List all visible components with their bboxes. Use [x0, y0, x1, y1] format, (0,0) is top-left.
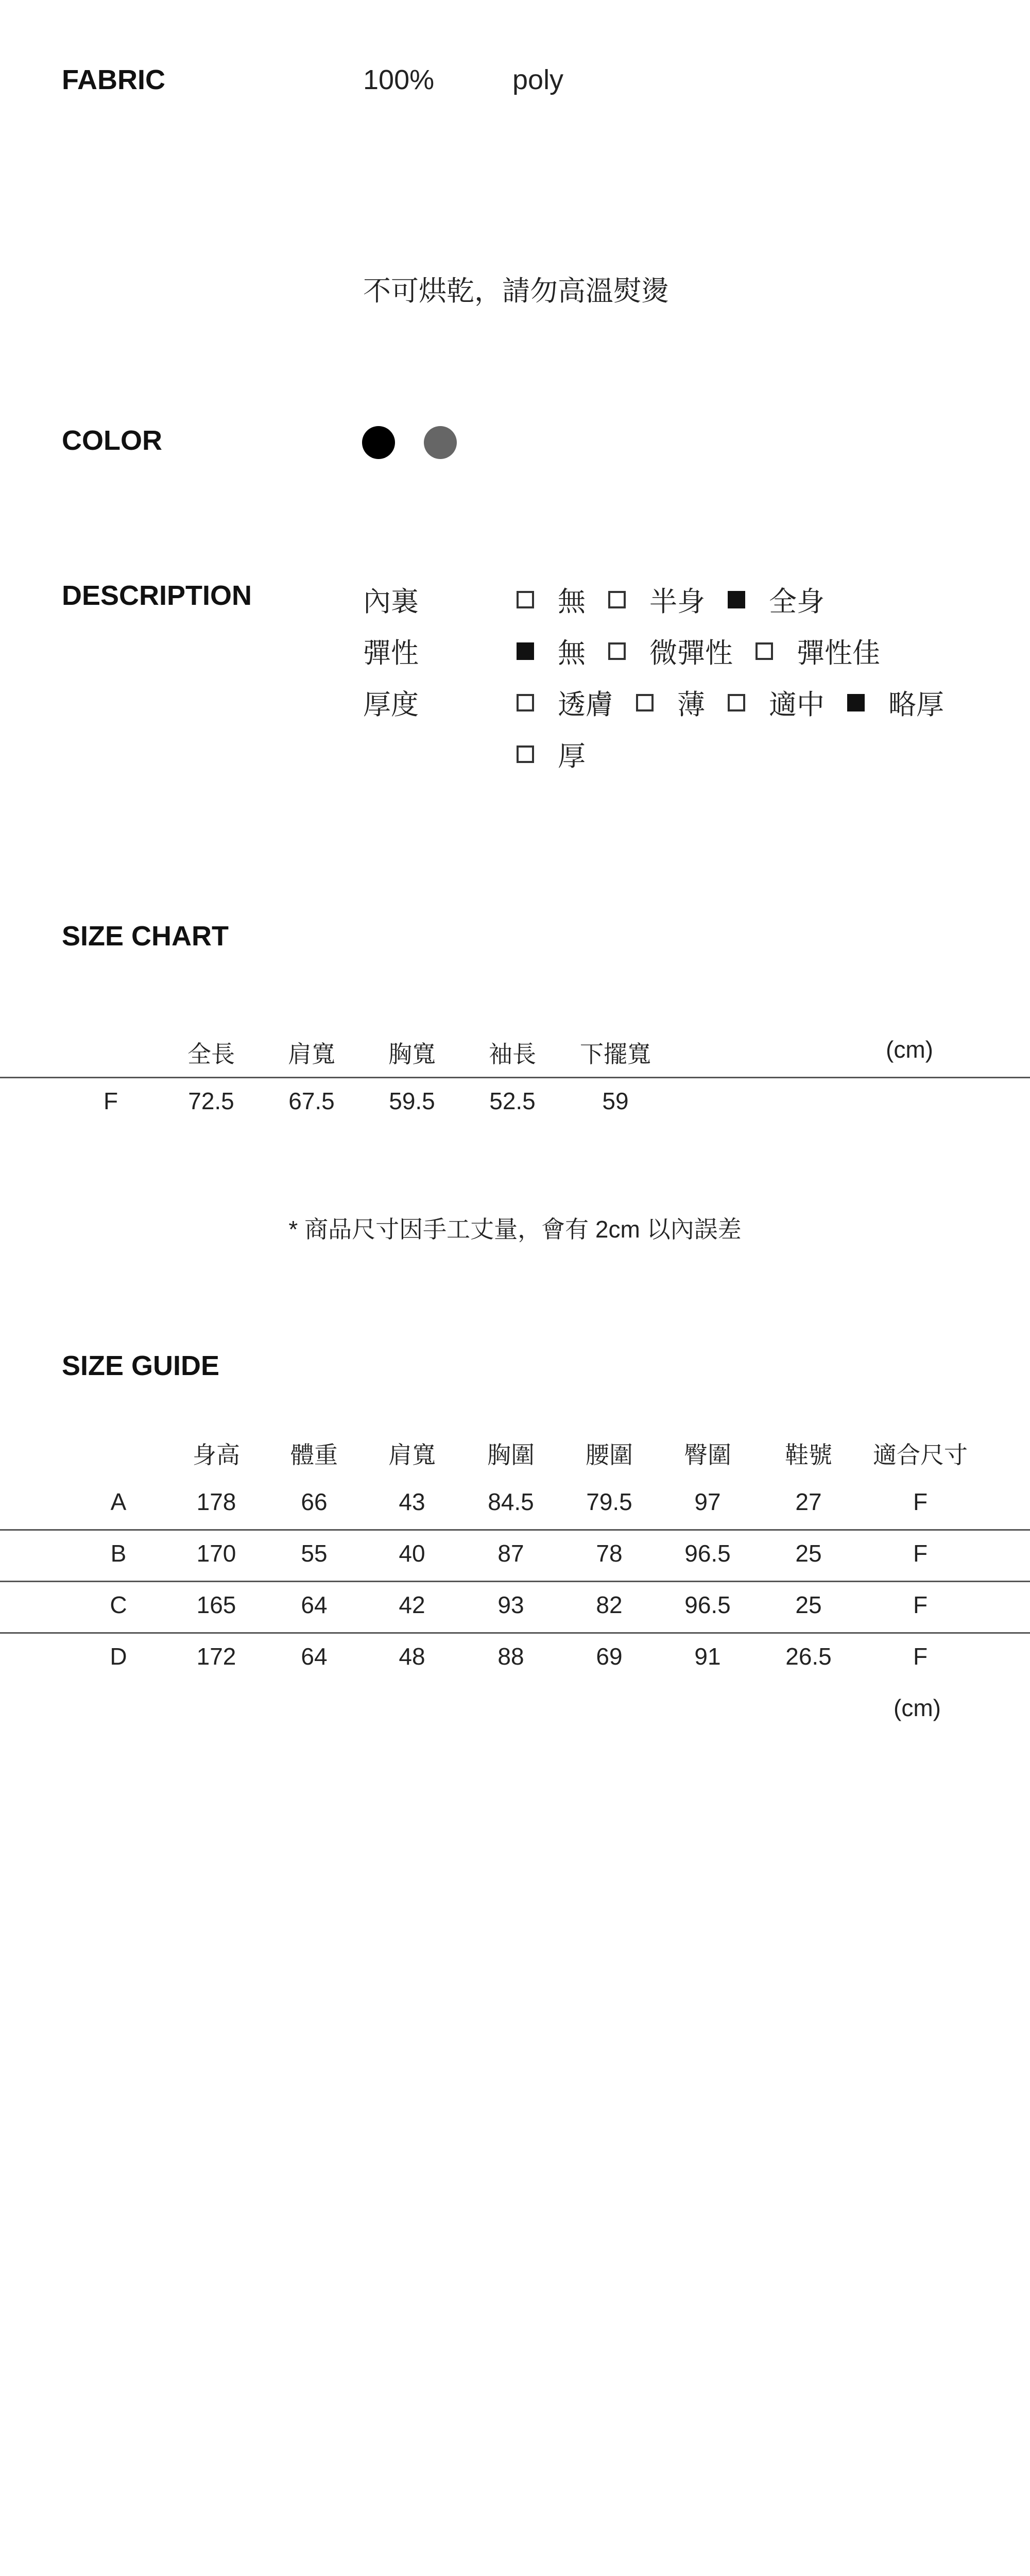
desc-option: [517, 631, 586, 671]
desc-label-lining: 內裏: [363, 586, 419, 617]
size-guide-value: 64: [301, 1591, 328, 1618]
size-guide-value: 55: [301, 1540, 328, 1567]
size-guide-title: SIZE GUIDE: [62, 1350, 220, 1381]
size-chart-title: SIZE CHART: [62, 921, 229, 952]
desc-option-label: 透膚: [558, 689, 613, 720]
desc-option-label: 半身: [649, 586, 705, 617]
size-guide-value: 64: [301, 1643, 328, 1670]
size-guide-value: 42: [399, 1591, 425, 1618]
size-chart-divider: [0, 1077, 1030, 1078]
desc-option-label: 無: [558, 638, 586, 669]
description-title: DESCRIPTION: [62, 580, 252, 611]
size-guide-value: 25: [795, 1591, 822, 1618]
fabric-percent: 100%: [363, 64, 435, 95]
size-chart-header: 全長: [187, 1041, 235, 1067]
size-guide-value: 170: [196, 1540, 236, 1567]
desc-option: [756, 631, 880, 671]
unchecked-box-icon: [517, 591, 534, 608]
desc-option: [728, 580, 825, 619]
size-chart-header: 胸寬: [388, 1041, 436, 1067]
desc-option-label: 略厚: [888, 689, 944, 720]
size-guide-value: 43: [399, 1488, 425, 1515]
desc-option: [517, 734, 586, 774]
size-chart-value: 67.5: [288, 1088, 335, 1114]
size-guide-value: 25: [795, 1540, 822, 1567]
size-guide-value: 97: [694, 1488, 721, 1515]
size-guide-header: 胸圍: [487, 1442, 535, 1468]
size-guide-value: F: [913, 1488, 928, 1515]
size-guide-value: 178: [196, 1488, 236, 1515]
desc-option-label: 厚: [558, 741, 586, 772]
desc-options-thickness-extra: [517, 734, 608, 774]
size-guide-value: 78: [596, 1540, 623, 1567]
size-guide-value: 88: [497, 1643, 524, 1670]
size-chart-note: * 商品尺寸因手工丈量，會有 2cm 以內誤差: [288, 1216, 742, 1243]
desc-option: [728, 683, 825, 722]
size-chart-header: 袖長: [489, 1041, 536, 1067]
size-chart-size: F: [103, 1088, 118, 1114]
size-guide-header: 臀圍: [684, 1442, 731, 1468]
unchecked-box-icon: [636, 694, 654, 711]
size-guide-value: 82: [596, 1591, 623, 1618]
desc-options-elasticity: [517, 631, 903, 671]
unchecked-box-icon: [517, 745, 534, 763]
desc-option: [608, 631, 733, 671]
desc-option-label: 適中: [769, 689, 825, 720]
size-guide-value: F: [913, 1643, 928, 1670]
unchecked-box-icon: [756, 642, 773, 660]
unchecked-box-icon: [517, 694, 534, 711]
size-guide-unit: (cm): [894, 1694, 941, 1721]
desc-label-elasticity: 彈性: [363, 638, 419, 669]
unchecked-box-icon: [608, 642, 626, 660]
size-chart-value: 59: [602, 1088, 629, 1114]
checked-box-icon: [517, 642, 534, 660]
desc-label-thickness: 厚度: [363, 689, 419, 720]
size-guide-value: F: [913, 1540, 928, 1567]
size-guide-model: C: [110, 1591, 127, 1618]
size-guide-value: 87: [497, 1540, 524, 1567]
size-guide-header: 肩寬: [388, 1442, 436, 1468]
size-guide-value: 27: [795, 1488, 822, 1515]
size-guide-row-divider: [0, 1581, 1030, 1582]
size-guide-row-divider: [0, 1632, 1030, 1634]
size-guide-header: 體重: [290, 1442, 338, 1468]
size-guide-row-divider: [0, 1529, 1030, 1531]
desc-option: [847, 683, 944, 722]
size-guide-model: D: [110, 1643, 127, 1670]
size-guide-header: 腰圍: [586, 1442, 633, 1468]
desc-option-label: 彈性佳: [797, 638, 880, 669]
size-guide-value: 96.5: [684, 1540, 731, 1567]
color-swatch-gray[interactable]: [424, 426, 457, 459]
fabric-material: poly: [512, 64, 564, 95]
desc-options-thickness: [517, 683, 967, 722]
size-chart-value: 52.5: [489, 1088, 536, 1114]
desc-option: [517, 580, 586, 619]
desc-option: [517, 683, 613, 722]
desc-option-label: 無: [558, 586, 586, 617]
size-guide-header: 鞋號: [785, 1442, 832, 1468]
desc-option-label: 薄: [677, 689, 705, 720]
size-guide-model: A: [110, 1488, 127, 1515]
size-guide-value: 66: [301, 1488, 328, 1515]
size-chart-value: 59.5: [389, 1088, 435, 1114]
care-instructions: 不可烘乾，請勿高溫熨燙: [363, 276, 669, 307]
size-guide-value: F: [913, 1591, 928, 1618]
size-guide-value: 84.5: [488, 1488, 534, 1515]
size-guide-model: B: [110, 1540, 127, 1567]
desc-options-lining: [517, 580, 847, 619]
color-title: COLOR: [62, 425, 162, 456]
size-guide-value: 40: [399, 1540, 425, 1567]
color-swatch-black[interactable]: [362, 426, 395, 459]
size-chart-value: 72.5: [188, 1088, 234, 1114]
size-guide-value: 48: [399, 1643, 425, 1670]
size-chart-header: 下擺寬: [580, 1041, 651, 1067]
size-guide-value: 91: [694, 1643, 721, 1670]
checked-box-icon: [847, 694, 865, 711]
size-guide-value: 96.5: [684, 1591, 731, 1618]
desc-option-label: 微彈性: [649, 638, 733, 669]
size-chart-unit: (cm): [886, 1036, 933, 1063]
size-chart-header: 肩寬: [288, 1041, 335, 1067]
unchecked-box-icon: [608, 591, 626, 608]
size-guide-value: 79.5: [586, 1488, 632, 1515]
desc-option: [636, 683, 705, 722]
size-guide-header: 身高: [193, 1442, 240, 1468]
checked-box-icon: [728, 591, 745, 608]
desc-option: [608, 580, 705, 619]
size-guide-value: 165: [196, 1591, 236, 1618]
unchecked-box-icon: [728, 694, 745, 711]
desc-option-label: 全身: [769, 586, 825, 617]
size-guide-value: 93: [497, 1591, 524, 1618]
size-guide-value: 172: [196, 1643, 236, 1670]
size-guide-header: 適合尺寸: [873, 1442, 968, 1468]
size-guide-value: 26.5: [785, 1643, 832, 1670]
size-guide-value: 69: [596, 1643, 623, 1670]
fabric-title: FABRIC: [62, 64, 165, 95]
